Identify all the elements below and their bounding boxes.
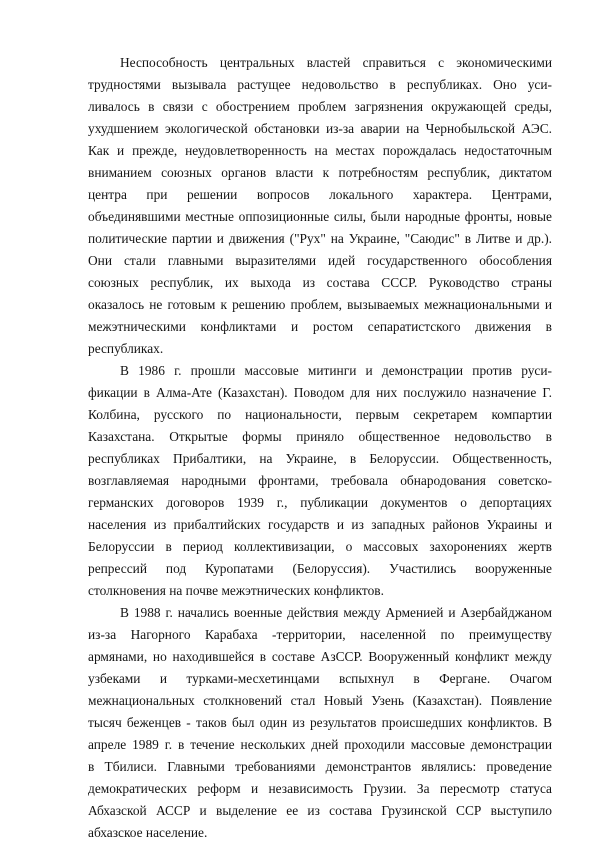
text-line: абхазское население. <box>88 825 208 840</box>
text-line: германских договоров 1939 г., публикации документов о депортациях <box>88 495 552 510</box>
text-line: узбеками и турками-месхетинцами вспыхнул в Фергане. Очагом <box>88 671 552 686</box>
text-line: В 1986 г. прошли массовые митинги и демонстрации против руси- <box>120 363 552 378</box>
text-line: центра при решении вопросов локального характера. Центрами, <box>88 187 552 202</box>
text-line: межэтническими конфликтами и ростом сепаратистского движения в <box>88 319 552 334</box>
text-line: республиках Прибалтики, на Украине, в Белоруссии. Общественность, <box>88 451 552 466</box>
text-line: Колбина, русского по национальности, первым секретарем компартии <box>88 407 552 422</box>
text-line: демократических реформ и независимость Грузии. За пересмотр статуса <box>88 781 552 796</box>
text-line: межнациональных столкновений стал Новый Узень (Казахстан). Появление <box>88 693 552 708</box>
text-line: оказалось не готовым к решению проблем, вызываемых межнациональными и <box>88 297 552 312</box>
text-line: республиках. <box>88 341 164 356</box>
text-line: столкновения на почве межэтнических конфликтов. <box>88 583 384 598</box>
text-line: В 1988 г. начались военные действия между Арменией и Азербайджаном <box>120 605 552 620</box>
text-line: тысяч беженцев - таков был один из результатов происшедших конфликтов. В <box>88 715 552 730</box>
text-line: ухудшением экологической обстановки из-за аварии на Чернобыльской АЭС. <box>88 121 552 136</box>
text-line: в Тбилиси. Главными требованиями демонстрантов являлись: проведение <box>88 759 552 774</box>
text-line: Абхазской АССР и выделение ее из состава Грузинской ССР выступило <box>88 803 552 818</box>
text-line: возглавляемая народными фронтами, требовала обнародования советско- <box>88 473 552 488</box>
text-line: Они стали главными выразителями идей государственного обособления <box>88 253 552 268</box>
text-line: фикации в Алма-Ате (Казахстан). Поводом для них послужило назначение Г. <box>88 385 552 400</box>
text-line: Казахстана. Открытые формы приняло общественное недовольство в <box>88 429 552 444</box>
text-line: объединявшими местные оппозиционные силы, были народные фронты, новые <box>88 209 552 224</box>
text-line: трудностями вызывала растущее недовольство в республиках. Оно уси- <box>88 77 552 92</box>
text-line: репрессий под Куропатами (Белоруссия). Участились вооруженные <box>88 561 552 576</box>
text-line: из-за Нагорного Карабаха -территории, населенной по преимуществу <box>88 627 552 642</box>
text-line: вниманием союзных органов власти к потребностям республик, диктатом <box>88 165 552 180</box>
text-line: населения из прибалтийских государств и из западных районов Украины и <box>88 517 552 532</box>
text-line: Белоруссии в период коллективизации, о массовых захоронениях жертв <box>88 539 552 554</box>
text-line: Как и прежде, неудовлетворенность на местах порождалась недостаточным <box>88 143 552 158</box>
text-line: союзных республик, их выхода из состава СССР. Руководство страны <box>88 275 552 290</box>
text-line: политические партии и движения ("Рух" на Украине, "Саюдис" в Литве и др.). <box>88 231 552 246</box>
text-line: ливалось в связи с обострением проблем загрязнения окружающей среды, <box>88 99 552 114</box>
text-line: Неспособность центральных властей справиться с экономическими <box>120 55 552 70</box>
text-line: апреле 1989 г. в течение нескольких дней проходили массовые демонстрации <box>88 737 552 752</box>
text-line: армянами, но находившейся в составе АзССР. Вооруженный конфликт между <box>88 649 552 664</box>
